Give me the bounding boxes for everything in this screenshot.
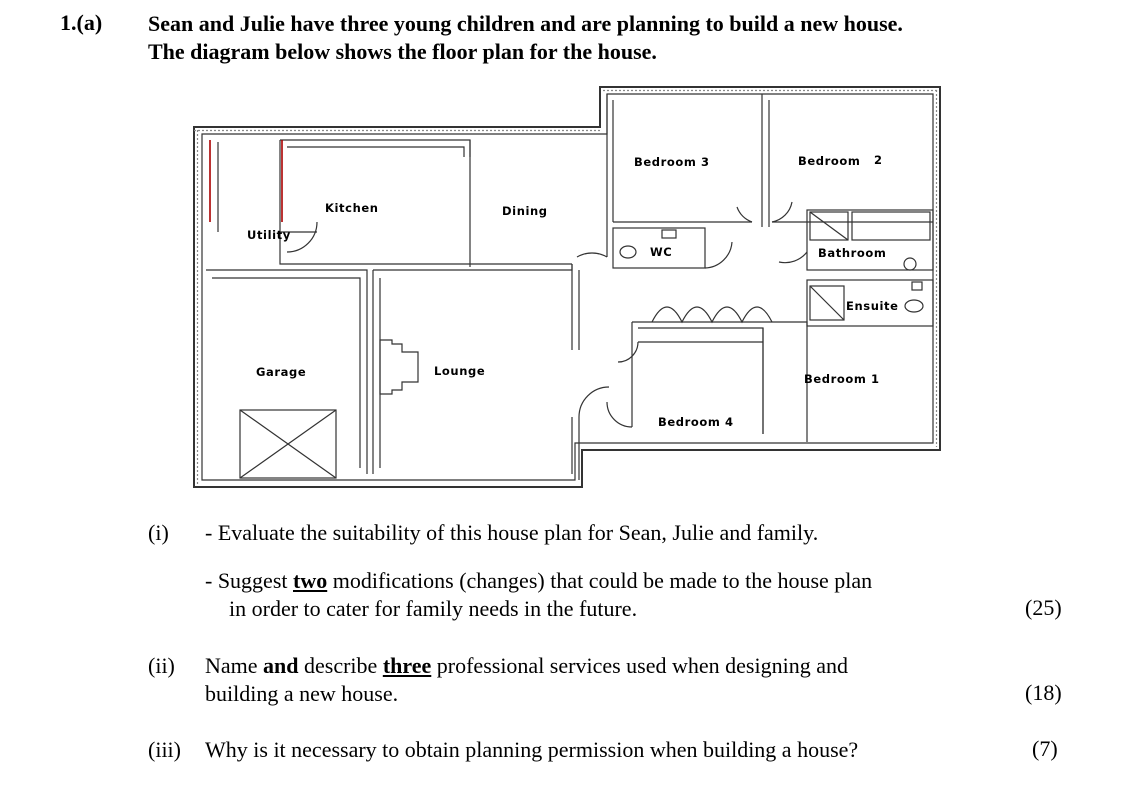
part-i-emphasis-two: two bbox=[293, 568, 328, 593]
question-number: 1.(a) bbox=[60, 10, 103, 35]
part-iii-label: (iii) bbox=[148, 737, 181, 762]
room-bedroom-1: Bedroom 1 bbox=[804, 372, 880, 386]
floor-plan-diagram bbox=[192, 82, 963, 494]
room-utility: Utility bbox=[247, 228, 291, 242]
intro-line-2: The diagram below shows the floor plan for the house. bbox=[148, 39, 657, 64]
part-iii-marks: (7) bbox=[1032, 736, 1058, 761]
part-i-bullet-2-post: modifications (changes) that could be made to the house plan bbox=[327, 568, 873, 593]
intro-line-1: Sean and Julie have three young children and are planning to build a new house. bbox=[148, 11, 903, 36]
part-ii-label: (ii) bbox=[148, 653, 175, 678]
part-ii-line-1: Name and describe three professional services used when designing and bbox=[205, 653, 848, 678]
part-i-bullet-2-pre: - Suggest bbox=[205, 568, 293, 593]
room-ensuite: Ensuite bbox=[846, 299, 899, 313]
part-ii-marks: (18) bbox=[1025, 680, 1062, 705]
part-i-bullet-1: - Evaluate the suitability of this house plan for Sean, Julie and family. bbox=[205, 520, 819, 545]
part-i-label: (i) bbox=[148, 520, 169, 545]
part-ii-emphasis-three: three bbox=[382, 653, 432, 678]
room-bedroom-2: Bedroom bbox=[798, 154, 861, 168]
room-bedroom-3: Bedroom 3 bbox=[634, 155, 710, 169]
part-ii-line-2: building a new house. bbox=[205, 681, 399, 706]
room-dining: Dining bbox=[502, 204, 548, 218]
room-bedroom-2-number: 2 bbox=[874, 153, 883, 167]
room-lounge: Lounge bbox=[434, 364, 486, 378]
room-wc: WC bbox=[650, 245, 673, 259]
outer-wall-inner bbox=[202, 94, 933, 480]
part-ii-emphasis-and: and bbox=[263, 653, 299, 678]
part-i-marks: (25) bbox=[1025, 595, 1062, 620]
room-garage: Garage bbox=[256, 365, 307, 379]
room-kitchen: Kitchen bbox=[325, 201, 379, 215]
part-i-bullet-2 bbox=[205, 567, 872, 595]
room-bathroom: Bathroom bbox=[818, 246, 887, 260]
question-intro bbox=[148, 10, 903, 66]
part-i-bullet-2-line-2: in order to cater for family needs in the future. bbox=[229, 596, 638, 621]
room-bedroom-4: Bedroom 4 bbox=[658, 415, 734, 429]
part-iii-text: Why is it necessary to obtain planning permission when building a house? bbox=[205, 737, 859, 762]
